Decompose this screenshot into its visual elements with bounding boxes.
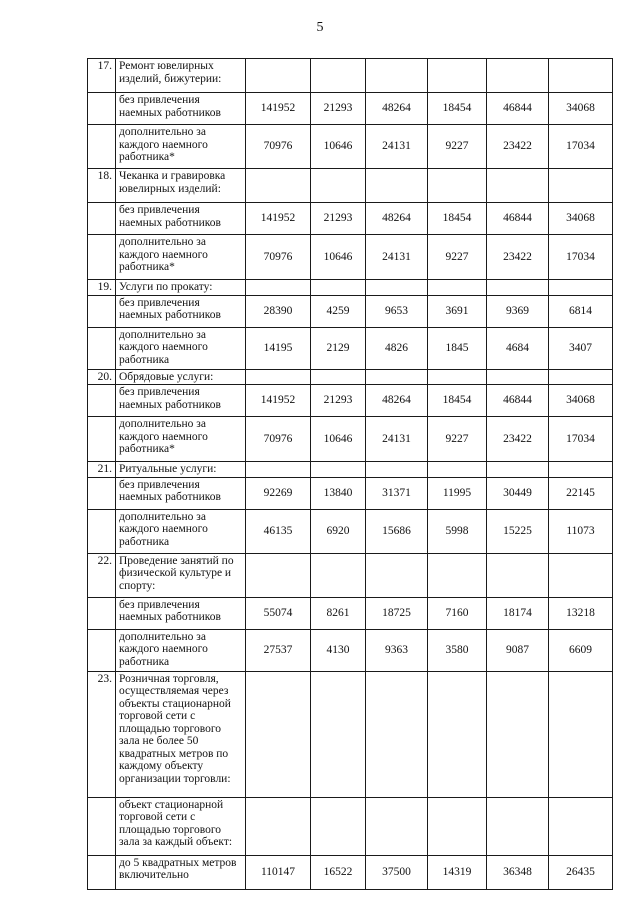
value-cell-3: [366, 671, 428, 797]
value-cell-1: 141952: [246, 93, 311, 125]
table-row: [88, 477, 613, 509]
value-cell-5: 23422: [487, 417, 549, 462]
table-row: [88, 235, 613, 280]
value-cell-6: 17034: [549, 417, 613, 462]
table-row: [88, 417, 613, 462]
table-row: [88, 93, 613, 125]
value-cell-1: [246, 169, 311, 203]
value-cell-2: 6920: [311, 509, 366, 553]
value-cell-3: 48264: [366, 385, 428, 417]
row-description: дополнительно за каждого наемного работника: [116, 509, 246, 553]
value-cell-6: [549, 59, 613, 93]
tariff-table: [87, 58, 613, 890]
value-cell-6: 11073: [549, 509, 613, 553]
value-cell-4: 14319: [428, 855, 487, 889]
value-cell-6: [549, 797, 613, 855]
value-cell-4: 9227: [428, 417, 487, 462]
row-description: Услуги по прокату:: [116, 280, 246, 296]
value-cell-6: 13218: [549, 597, 613, 629]
value-cell-2: [311, 59, 366, 93]
value-cell-6: [549, 553, 613, 597]
value-cell-4: 7160: [428, 597, 487, 629]
value-cell-4: 9227: [428, 235, 487, 280]
value-cell-3: [366, 169, 428, 203]
value-cell-5: 15225: [487, 509, 549, 553]
value-cell-5: 46844: [487, 93, 549, 125]
value-cell-5: [487, 369, 549, 385]
value-cell-1: [246, 462, 311, 478]
row-description: Чеканка и гравировка ювелирных изделий:: [116, 169, 246, 203]
row-number: [88, 385, 116, 417]
value-cell-4: [428, 59, 487, 93]
value-cell-1: 92269: [246, 477, 311, 509]
value-cell-1: 14195: [246, 327, 311, 369]
value-cell-1: [246, 369, 311, 385]
row-number: [88, 477, 116, 509]
value-cell-4: [428, 462, 487, 478]
value-cell-1: 70976: [246, 417, 311, 462]
row-number: [88, 295, 116, 327]
value-cell-6: [549, 169, 613, 203]
table-row: [88, 797, 613, 855]
table-row: [88, 509, 613, 553]
value-cell-1: 70976: [246, 235, 311, 280]
value-cell-1: 141952: [246, 385, 311, 417]
value-cell-1: [246, 671, 311, 797]
table-row: [88, 553, 613, 597]
value-cell-2: 21293: [311, 203, 366, 235]
row-description: без привлечения наемных работников: [116, 477, 246, 509]
row-number: 17.: [88, 59, 116, 93]
value-cell-3: 48264: [366, 203, 428, 235]
row-description: дополнительно за каждого наемного работника*: [116, 125, 246, 169]
value-cell-4: [428, 169, 487, 203]
value-cell-3: 31371: [366, 477, 428, 509]
value-cell-2: 10646: [311, 417, 366, 462]
value-cell-2: 13840: [311, 477, 366, 509]
value-cell-6: 34068: [549, 93, 613, 125]
row-description: Розничная торговля, осуществляемая через объекты стационарной торговой сети с площадью торгового зала не более 50 квадратных метров по каждому объекту организации торговли:: [116, 671, 246, 797]
table-row: [88, 385, 613, 417]
table-body: [88, 59, 613, 890]
row-description: дополнительно за каждого наемного работника*: [116, 235, 246, 280]
value-cell-2: 10646: [311, 125, 366, 169]
table-row: [88, 597, 613, 629]
table-row: [88, 125, 613, 169]
value-cell-4: [428, 369, 487, 385]
row-description: дополнительно за каждого наемного работника*: [116, 417, 246, 462]
row-description: Проведение занятий по физической культуре и спорту:: [116, 553, 246, 597]
value-cell-5: [487, 797, 549, 855]
value-cell-2: [311, 553, 366, 597]
row-number: [88, 417, 116, 462]
value-cell-5: 18174: [487, 597, 549, 629]
row-number: [88, 327, 116, 369]
value-cell-5: 9369: [487, 295, 549, 327]
table-row: [88, 203, 613, 235]
value-cell-6: [549, 369, 613, 385]
row-number: [88, 125, 116, 169]
value-cell-3: [366, 553, 428, 597]
value-cell-2: [311, 169, 366, 203]
value-cell-3: 37500: [366, 855, 428, 889]
value-cell-3: 15686: [366, 509, 428, 553]
value-cell-3: [366, 369, 428, 385]
value-cell-4: [428, 671, 487, 797]
row-number: 18.: [88, 169, 116, 203]
value-cell-4: 3691: [428, 295, 487, 327]
value-cell-1: 70976: [246, 125, 311, 169]
row-number: 19.: [88, 280, 116, 296]
value-cell-2: [311, 797, 366, 855]
value-cell-2: 10646: [311, 235, 366, 280]
value-cell-3: 24131: [366, 125, 428, 169]
value-cell-3: 24131: [366, 417, 428, 462]
page-number: 5: [316, 20, 324, 35]
row-number: [88, 203, 116, 235]
value-cell-6: [549, 462, 613, 478]
value-cell-1: 28390: [246, 295, 311, 327]
value-cell-1: 27537: [246, 629, 311, 671]
value-cell-5: [487, 169, 549, 203]
value-cell-6: 22145: [549, 477, 613, 509]
value-cell-4: [428, 280, 487, 296]
table-row: [88, 169, 613, 203]
row-number: [88, 629, 116, 671]
value-cell-1: 46135: [246, 509, 311, 553]
value-cell-6: 34068: [549, 203, 613, 235]
row-number: 22.: [88, 553, 116, 597]
row-description: Ремонт ювелирных изделий, бижутерии:: [116, 59, 246, 93]
row-number: [88, 797, 116, 855]
value-cell-2: 21293: [311, 93, 366, 125]
row-number: [88, 509, 116, 553]
value-cell-2: 16522: [311, 855, 366, 889]
row-number: 23.: [88, 671, 116, 797]
value-cell-4: [428, 553, 487, 597]
table-row: [88, 462, 613, 478]
row-number: [88, 597, 116, 629]
row-number: 20.: [88, 369, 116, 385]
value-cell-4: 3580: [428, 629, 487, 671]
value-cell-3: 18725: [366, 597, 428, 629]
row-number: [88, 93, 116, 125]
row-description: дополнительно за каждого наемного работника: [116, 327, 246, 369]
value-cell-3: [366, 462, 428, 478]
value-cell-4: 9227: [428, 125, 487, 169]
value-cell-2: [311, 462, 366, 478]
table-row: [88, 629, 613, 671]
row-description: без привлечения наемных работников: [116, 295, 246, 327]
value-cell-2: [311, 280, 366, 296]
table-row: [88, 280, 613, 296]
row-description: дополнительно за каждого наемного работника: [116, 629, 246, 671]
value-cell-5: 30449: [487, 477, 549, 509]
value-cell-1: 110147: [246, 855, 311, 889]
value-cell-1: [246, 553, 311, 597]
row-description: объект стационарной торговой сети с площадью торгового зала за каждый объект:: [116, 797, 246, 855]
row-number: [88, 855, 116, 889]
value-cell-5: 46844: [487, 385, 549, 417]
value-cell-4: [428, 797, 487, 855]
value-cell-5: 36348: [487, 855, 549, 889]
value-cell-6: 26435: [549, 855, 613, 889]
value-cell-2: 4130: [311, 629, 366, 671]
row-number: 21.: [88, 462, 116, 478]
value-cell-5: 4684: [487, 327, 549, 369]
value-cell-2: 4259: [311, 295, 366, 327]
value-cell-5: [487, 280, 549, 296]
value-cell-6: 17034: [549, 235, 613, 280]
value-cell-1: 55074: [246, 597, 311, 629]
value-cell-6: 34068: [549, 385, 613, 417]
value-cell-5: [487, 462, 549, 478]
value-cell-2: 21293: [311, 385, 366, 417]
row-description: без привлечения наемных работников: [116, 203, 246, 235]
value-cell-3: 9363: [366, 629, 428, 671]
value-cell-4: 18454: [428, 385, 487, 417]
table-row: [88, 369, 613, 385]
value-cell-3: 4826: [366, 327, 428, 369]
value-cell-1: [246, 280, 311, 296]
value-cell-3: 48264: [366, 93, 428, 125]
value-cell-5: [487, 671, 549, 797]
table-row: [88, 59, 613, 93]
value-cell-6: [549, 280, 613, 296]
value-cell-4: 5998: [428, 509, 487, 553]
value-cell-5: 23422: [487, 125, 549, 169]
value-cell-3: 9653: [366, 295, 428, 327]
value-cell-2: 8261: [311, 597, 366, 629]
row-description: без привлечения наемных работников: [116, 93, 246, 125]
value-cell-5: [487, 553, 549, 597]
value-cell-3: 24131: [366, 235, 428, 280]
row-description: без привлечения наемных работников: [116, 597, 246, 629]
value-cell-3: [366, 280, 428, 296]
row-description: до 5 квадратных метров включительно: [116, 855, 246, 889]
value-cell-3: [366, 59, 428, 93]
value-cell-4: 18454: [428, 93, 487, 125]
value-cell-1: 141952: [246, 203, 311, 235]
table-row: [88, 671, 613, 797]
row-description: Ритуальные услуги:: [116, 462, 246, 478]
value-cell-2: [311, 671, 366, 797]
table-row: [88, 327, 613, 369]
value-cell-4: 18454: [428, 203, 487, 235]
value-cell-4: 1845: [428, 327, 487, 369]
row-description: без привлечения наемных работников: [116, 385, 246, 417]
table-row: [88, 295, 613, 327]
row-number: [88, 235, 116, 280]
value-cell-6: [549, 671, 613, 797]
value-cell-3: [366, 797, 428, 855]
value-cell-1: [246, 59, 311, 93]
value-cell-2: 2129: [311, 327, 366, 369]
value-cell-4: 11995: [428, 477, 487, 509]
value-cell-6: 6609: [549, 629, 613, 671]
value-cell-5: 46844: [487, 203, 549, 235]
value-cell-6: 17034: [549, 125, 613, 169]
value-cell-5: [487, 59, 549, 93]
value-cell-5: 23422: [487, 235, 549, 280]
value-cell-6: 3407: [549, 327, 613, 369]
value-cell-6: 6814: [549, 295, 613, 327]
row-description: Обрядовые услуги:: [116, 369, 246, 385]
table-row: [88, 855, 613, 889]
value-cell-5: 9087: [487, 629, 549, 671]
value-cell-1: [246, 797, 311, 855]
value-cell-2: [311, 369, 366, 385]
